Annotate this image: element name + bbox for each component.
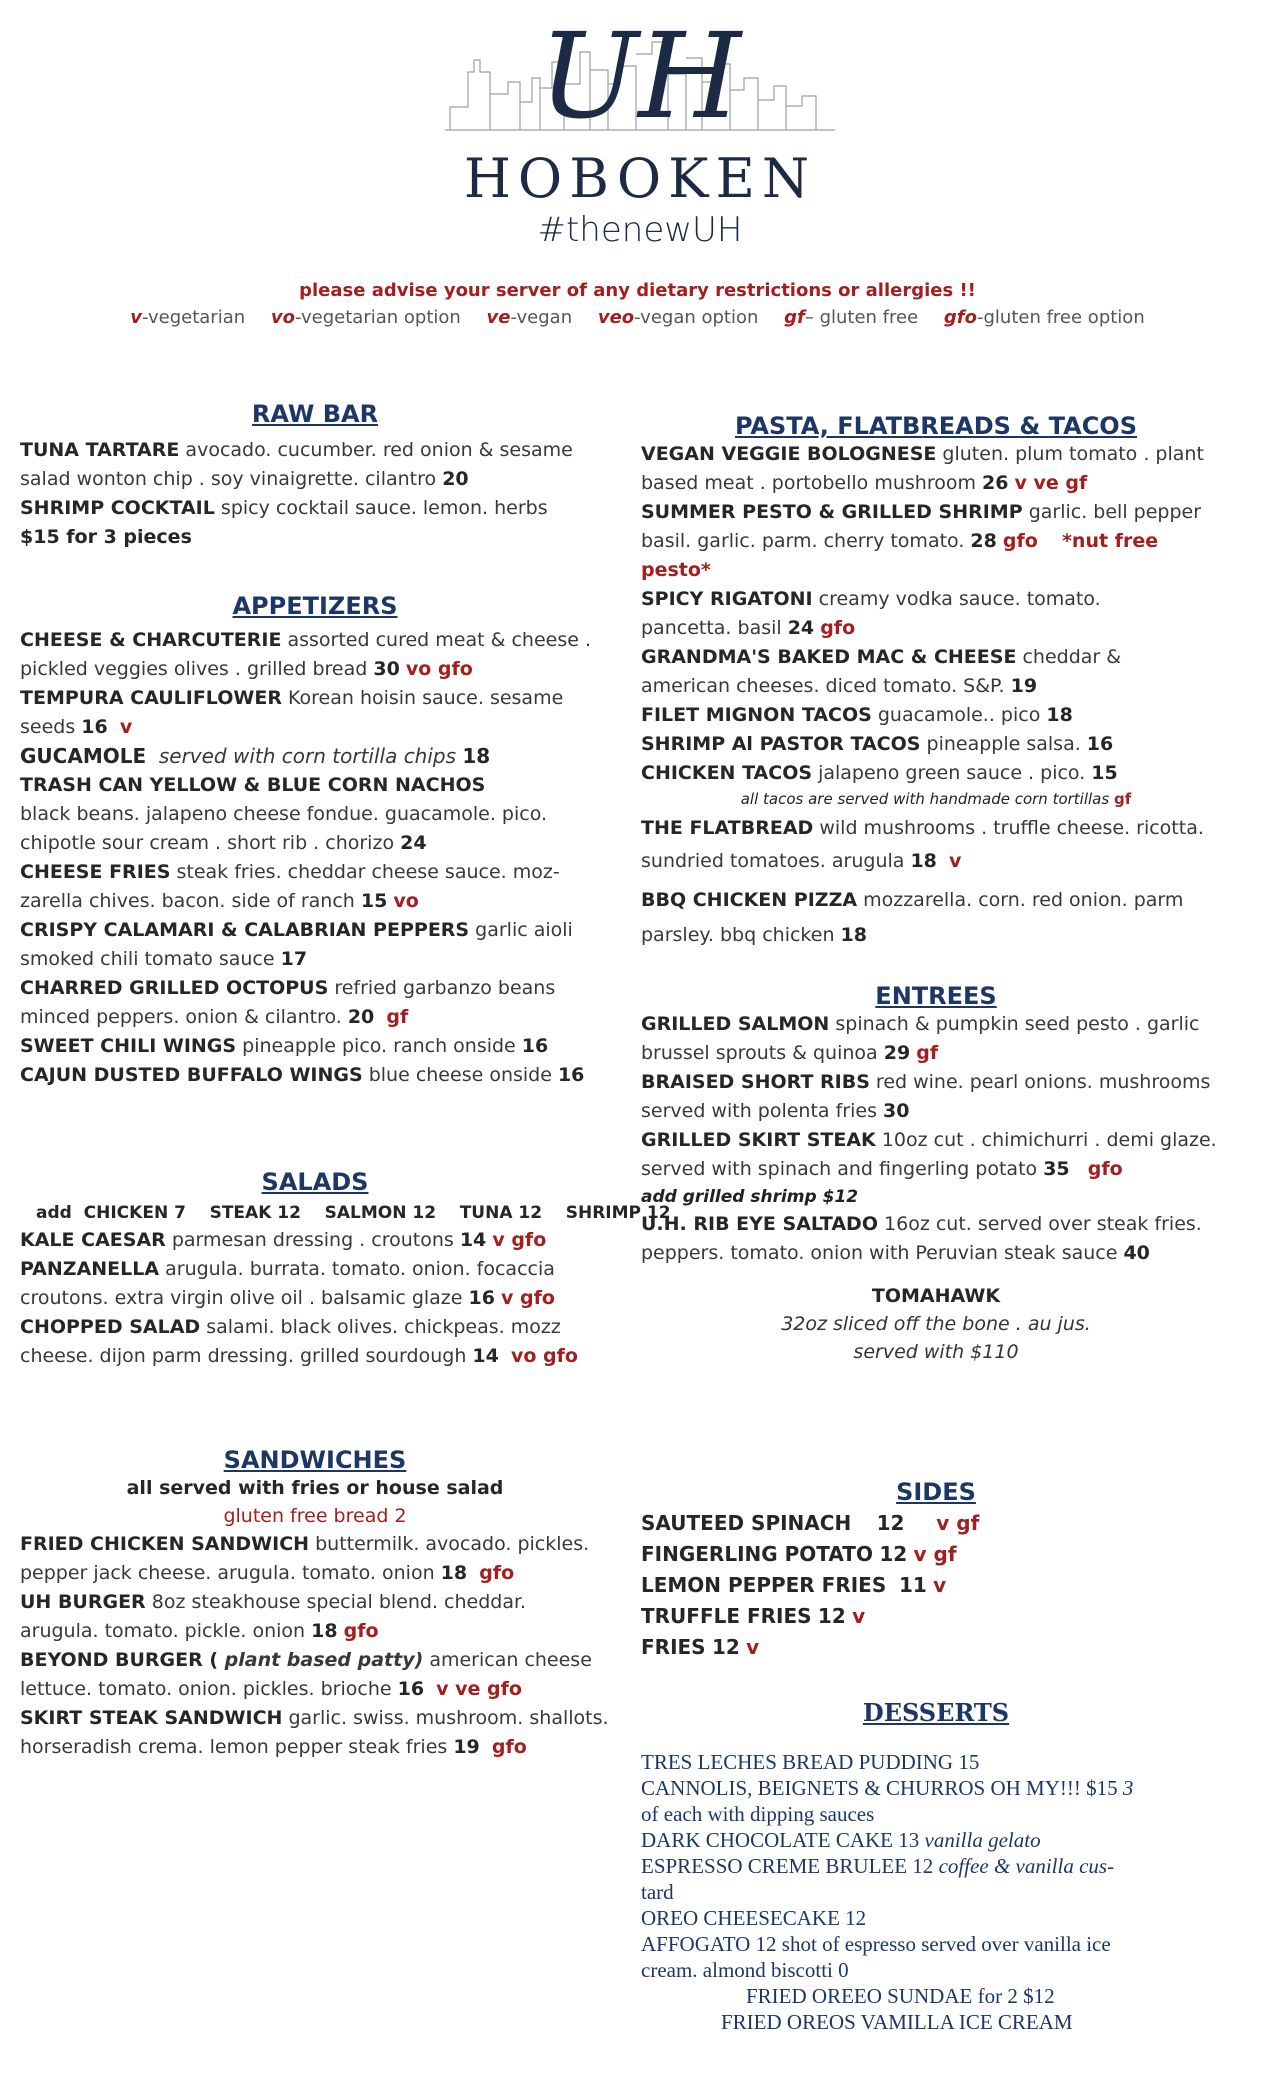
menu-item	[641, 759, 1231, 788]
item-price: 16	[81, 716, 108, 738]
item-desc: salad wonton chip . soy vinaigrette. cilantro	[20, 468, 443, 490]
menu-item-cont	[20, 523, 610, 552]
item-desc: horseradish crema. lemon pepper steak fries	[20, 1736, 454, 1758]
item-price: 16	[397, 1678, 425, 1700]
item-price: 40	[1123, 1242, 1150, 1264]
item-desc: Korean hoisin sauce. sesame	[281, 687, 564, 709]
item-tags: gf	[386, 1006, 409, 1028]
item-tags: v	[119, 716, 133, 738]
menu-item	[641, 1570, 1231, 1601]
item-name: CAJUN DUSTED BUFFALO WINGS	[20, 1064, 363, 1086]
item-name: GUCAMOLE	[20, 744, 147, 768]
item-name: SUMMER PESTO & GRILLED SHRIMP	[641, 501, 1023, 523]
item-tags: gfo	[343, 1620, 379, 1642]
legend-text: -vegetarian option	[295, 307, 461, 328]
item-price: 18	[1046, 704, 1073, 726]
item-desc: pancetta. basil	[641, 617, 788, 639]
tomahawk-name: TOMAHAWK	[871, 1285, 1001, 1307]
item-desc: spinach & pumpkin seed pesto . garlic	[829, 1013, 1200, 1035]
item-desc: smoked chili tomato sauce	[20, 948, 281, 970]
item-desc: avocado. cucumber. red onion & sesame	[179, 439, 573, 461]
dessert-line: tard	[641, 1880, 674, 1904]
item-desc: arugula. tomato. pickle. onion	[20, 1620, 312, 1642]
menu-item-cont	[641, 672, 1231, 701]
entrees-section	[641, 982, 1231, 1366]
menu-item-cont	[20, 1617, 610, 1646]
item-desc: cheese. dijon parm dressing. grilled sourdough	[20, 1345, 473, 1367]
item-price: 20	[442, 468, 469, 490]
item-tags: v gfo	[492, 1229, 547, 1251]
menu-item	[20, 684, 610, 713]
item-price: 35	[1043, 1158, 1070, 1180]
menu-item	[20, 1704, 610, 1733]
add-shrimp-note: add grilled shrimp $12	[641, 1187, 859, 1207]
item-tags: v	[933, 1573, 947, 1597]
item-desc: basil. garlic. parm. cherry tomato.	[641, 530, 971, 552]
menu-item	[641, 1601, 1231, 1632]
legend-key: gf	[784, 307, 805, 328]
item-name: GRANDMA'S BAKED MAC & CHEESE	[641, 646, 1017, 668]
item-desc: 16oz cut. served over steak fries.	[877, 1213, 1202, 1235]
legend-text: -vegan option	[634, 307, 759, 328]
item-desc: parsley. bbq chicken	[641, 924, 841, 946]
item-desc: red wine. pearl onions. mushrooms	[869, 1071, 1211, 1093]
menu-item-cont	[641, 921, 1231, 950]
menu-item-cont	[20, 829, 610, 858]
item-desc: garlic. bell pepper	[1022, 501, 1202, 523]
item-name: KALE CAESAR	[20, 1229, 166, 1251]
item-desc: based meat . portobello mushroom	[641, 472, 983, 494]
item-price: 14	[459, 1229, 487, 1251]
menu-item-cont	[20, 887, 610, 916]
item-price: 28	[970, 530, 997, 552]
item-name: TUNA TARTARE	[20, 439, 180, 461]
item-tags: gfo	[820, 617, 856, 639]
menu-item-cont	[641, 1039, 1231, 1068]
menu-item-cont	[20, 655, 610, 684]
item-desc: spicy cocktail sauce. lemon. herbs	[214, 497, 548, 519]
item-name: BRAISED SHORT RIBS	[641, 1071, 870, 1093]
item-name: LEMON PEPPER FRIES	[641, 1573, 887, 1597]
item-price: 12	[711, 1635, 740, 1659]
item-desc: pineapple pico. ranch onside	[236, 1035, 522, 1057]
menu-item	[641, 1126, 1231, 1155]
brand-tagline: #thenewUH	[537, 210, 743, 250]
item-desc: lettuce. tomato. onion. pickles. brioche	[20, 1678, 398, 1700]
item-tags: vo gfo	[510, 1345, 578, 1367]
logo-letters: UH	[538, 12, 742, 145]
item-desc: jalapeno green sauce . pico.	[812, 762, 1092, 784]
item-tags: vo	[393, 890, 419, 912]
dessert-line: FRIED OREEO SUNDAE for 2 $12	[746, 1984, 1055, 2008]
menu-item	[641, 1539, 1231, 1570]
menu-item-cont	[20, 1284, 610, 1313]
item-desc: salami. black olives. chickpeas. mozz	[200, 1316, 561, 1338]
item-price: 12	[817, 1604, 846, 1628]
item-name: SWEET CHILI WINGS	[20, 1035, 237, 1057]
item-desc: american cheese	[423, 1649, 592, 1671]
brand-name: HOBOKEN	[463, 147, 817, 210]
item-desc: arugula. burrata. tomato. onion. focaccia	[159, 1258, 555, 1280]
item-tags: v gf	[936, 1511, 980, 1535]
menu-item	[20, 771, 610, 800]
menu-item	[641, 701, 1231, 730]
item-name: CRISPY CALAMARI & CALABRIAN PEPPERS	[20, 919, 470, 941]
menu-item	[20, 1588, 610, 1617]
item-name: BBQ CHICKEN PIZZA	[641, 889, 858, 911]
appetizers-section	[20, 592, 610, 1090]
dessert-line	[641, 1775, 1231, 1801]
item-tags: v	[746, 1635, 760, 1659]
tacos-note-text: all tacos are served with handmade corn tortillas	[740, 790, 1110, 808]
legend-text: -vegan	[510, 307, 573, 328]
sandwich-note: all served with fries or house salad	[126, 1477, 504, 1499]
item-name: FRIED CHICKEN SANDWICH	[20, 1533, 310, 1555]
item-desc: 8oz steakhouse special blend. cheddar.	[145, 1591, 527, 1613]
pasta-section	[641, 412, 1231, 950]
menu-item-cont	[641, 469, 1231, 498]
item-tags: gfo	[1087, 1158, 1123, 1180]
dessert-text: DARK CHOCOLATE CAKE 13	[641, 1828, 925, 1852]
item-desc: wild mushrooms . truffle cheese. ricotta.	[813, 817, 1204, 839]
item-desc: cheddar &	[1016, 646, 1122, 668]
item-price: 18	[440, 1562, 468, 1584]
menu-item	[641, 643, 1231, 672]
item-desc: peppers. tomato. onion with Peruvian steak sauce	[641, 1242, 1124, 1264]
item-name: CHEESE & CHARCUTERIE	[20, 629, 282, 651]
item-name: GRILLED SALMON	[641, 1013, 830, 1035]
item-name: PANZANELLA	[20, 1258, 160, 1280]
item-desc: mozzarella. corn. red onion. parm	[857, 889, 1184, 911]
dessert-line: TRES LECHES BREAD PUDDING 15	[641, 1750, 980, 1774]
menu-item	[20, 1530, 610, 1559]
dessert-text: ESPRESSO CREME BRULEE 12	[641, 1854, 939, 1878]
menu-item-cont	[641, 1155, 1231, 1184]
item-price: $15 for 3 pieces	[20, 526, 192, 548]
item-name: SHRIMP COCKTAIL	[20, 497, 215, 519]
item-name: U.H. RIB EYE SALTADO	[641, 1213, 878, 1235]
item-desc: steak fries. cheddar cheese sauce. moz-	[170, 861, 560, 883]
menu-item	[641, 886, 1231, 915]
item-price: 16	[521, 1035, 549, 1057]
dessert-line: cream. almond biscotti 0	[641, 1958, 849, 1982]
item-desc: buttermilk. avocado. pickles.	[309, 1533, 590, 1555]
menu-item-cont	[20, 1559, 610, 1588]
skyline-logo-icon	[440, 12, 840, 152]
item-price: 15	[360, 890, 388, 912]
raw-bar-title: RAW BAR	[251, 400, 379, 428]
item-price: 16	[557, 1064, 585, 1086]
pasta-title: PASTA, FLATBREADS & TACOS	[735, 412, 1137, 440]
item-desc: assorted cured meat & cheese .	[281, 629, 591, 651]
tomahawk-price: served with $110	[853, 1341, 1019, 1363]
item-tags: gfo	[1002, 530, 1038, 552]
item-desc: chipotle sour cream . short rib . chorizo	[20, 832, 401, 854]
menu-item	[20, 1061, 610, 1090]
item-tags: v	[852, 1604, 866, 1628]
menu-item-cont	[20, 1733, 610, 1762]
legend-text: – gluten free	[804, 307, 919, 328]
item-desc: refried garbanzo beans	[328, 977, 556, 999]
legend-text: -gluten free option	[977, 307, 1145, 328]
menu-item-cont	[20, 465, 610, 494]
item-price: 16	[468, 1287, 495, 1309]
item-name: SHRIMP Al PASTOR TACOS	[641, 733, 921, 755]
appetizers-title: APPETIZERS	[232, 592, 398, 620]
item-price: 19	[453, 1736, 480, 1758]
item-desc: brussel sprouts & quinoa	[641, 1042, 884, 1064]
menu-item-cont	[641, 1239, 1231, 1268]
item-name: SAUTEED SPINACH	[641, 1511, 852, 1535]
dessert-note: vanilla gelato	[924, 1828, 1041, 1852]
menu-item	[20, 1646, 610, 1675]
menu-item	[20, 916, 610, 945]
menu-item-cont	[20, 713, 610, 742]
menu-item	[641, 1632, 1231, 1663]
item-desc: zarella chives. bacon. side of ranch	[20, 890, 361, 912]
menu-item	[20, 1255, 610, 1284]
item-price: 24	[400, 832, 427, 854]
menu-item	[641, 585, 1231, 614]
item-price: 17	[280, 948, 308, 970]
menu-item-cont	[641, 614, 1231, 643]
item-name: CHARRED GRILLED OCTOPUS	[20, 977, 329, 999]
item-name: TEMPURA CAULIFLOWER	[20, 687, 282, 709]
menu-item-cont	[641, 847, 1231, 876]
item-tags: v gf	[913, 1542, 957, 1566]
legend-key: ve	[486, 307, 511, 328]
item-tags: gfo	[479, 1562, 515, 1584]
menu-item-cont	[20, 1675, 610, 1704]
item-desc: minced peppers. onion & cilantro.	[20, 1006, 348, 1028]
desserts-title: DESSERTS	[862, 1698, 1010, 1727]
item-desc: parmesan dressing . croutons	[165, 1229, 460, 1251]
item-price: 30	[373, 658, 400, 680]
item-desc: served with corn tortilla chips	[158, 744, 457, 768]
entrees-title: ENTREES	[875, 982, 997, 1010]
item-name: UH BURGER	[20, 1591, 146, 1613]
item-tags: gf	[916, 1042, 939, 1064]
item-tags: v ve gf	[1014, 472, 1088, 494]
sandwiches-title: SANDWICHES	[223, 1446, 407, 1474]
item-desc: garlic. swiss. mushroom. shallots.	[282, 1707, 609, 1729]
item-desc: guacamole.. pico	[871, 704, 1047, 726]
item-desc: creamy vodka sauce. tomato.	[812, 588, 1101, 610]
menu-item	[20, 974, 610, 1003]
raw-bar-section	[20, 400, 610, 552]
item-name: FRIES	[641, 1635, 706, 1659]
salads-title: SALADS	[261, 1168, 369, 1196]
menu-item	[641, 440, 1231, 469]
item-price: 24	[787, 617, 815, 639]
menu-item	[20, 494, 610, 523]
item-desc: blue cheese onside	[362, 1064, 558, 1086]
item-price: 18	[311, 1620, 338, 1642]
item-name: VEGAN VEGGIE BOLOGNESE	[641, 443, 937, 465]
menu-item	[641, 1010, 1231, 1039]
item-desc: plant based patty)	[218, 1649, 424, 1671]
dessert-note: coffee & vanilla cus-	[938, 1854, 1115, 1878]
menu-item	[20, 436, 610, 465]
item-desc: pepper jack cheese. arugula. tomato. onion	[20, 1562, 441, 1584]
menu-item	[641, 1508, 1231, 1539]
item-price: 12	[879, 1542, 908, 1566]
item-tags: v ve gfo	[436, 1678, 522, 1700]
menu-item	[20, 858, 610, 887]
item-price: 12	[876, 1511, 905, 1535]
desserts-section	[641, 1698, 1231, 2035]
item-note: *nut free pesto*	[641, 530, 1159, 581]
item-price: 14	[472, 1345, 499, 1367]
item-desc: black beans. jalapeno cheese fondue. guacamole. pico.	[20, 803, 548, 825]
tacos-note	[641, 788, 1231, 810]
sides-section	[641, 1478, 1231, 1663]
menu-item	[641, 1068, 1231, 1097]
menu-item-cont	[20, 945, 610, 974]
item-name: FILET MIGNON TACOS	[641, 704, 872, 726]
item-desc: seeds	[20, 716, 82, 738]
item-desc: served with polenta fries	[641, 1100, 884, 1122]
menu-item-cont	[20, 1342, 610, 1371]
item-price: 26	[982, 472, 1009, 494]
item-price: 19	[1010, 675, 1038, 697]
menu-item	[641, 730, 1231, 759]
menu-item	[20, 1313, 610, 1342]
dessert-text: CANNOLIS, BEIGNETS & CHURROS OH MY!!! $15	[641, 1776, 1123, 1800]
menu-item	[20, 626, 610, 655]
item-tags: vo gfo	[405, 658, 473, 680]
item-desc: sundried tomatoes. arugula	[641, 850, 911, 872]
item-name: GRILLED SKIRT STEAK	[641, 1129, 876, 1151]
item-name: FINGERLING POTATO	[641, 1542, 873, 1566]
item-name: CHEESE FRIES	[20, 861, 171, 883]
dessert-line: of each with dipping sauces	[641, 1802, 875, 1826]
salads-section	[20, 1168, 671, 1371]
item-price: 16	[1086, 733, 1114, 755]
item-name: THE FLATBREAD	[641, 817, 814, 839]
item-name: TRASH CAN YELLOW & BLUE CORN NACHOS	[20, 774, 486, 796]
logo	[440, 12, 840, 262]
menu-item	[20, 1032, 610, 1061]
menu-item-cont	[20, 1003, 610, 1032]
menu-item-cont	[641, 527, 1231, 585]
dessert-line: FRIED OREOS VAMILLA ICE CREAM	[721, 2010, 1073, 2034]
item-desc: 10oz cut . chimichurri . demi glaze.	[875, 1129, 1217, 1151]
dessert-line: OREO CHEESECAKE 12	[641, 1906, 867, 1930]
legend-text: -vegetarian	[141, 307, 246, 328]
legend-key: veo	[597, 307, 635, 328]
item-name: TRUFFLE FRIES	[641, 1604, 812, 1628]
item-price: 18	[910, 850, 937, 872]
dessert-line	[641, 1853, 1231, 1879]
gluten-free-bread: gluten free bread 2	[223, 1505, 407, 1527]
item-price: 11	[898, 1573, 927, 1597]
item-tags: v gfo	[501, 1287, 555, 1309]
item-name: SKIRT STEAK SANDWICH	[20, 1707, 283, 1729]
item-desc: pineapple salsa.	[920, 733, 1087, 755]
legend-key: v	[130, 307, 142, 328]
sandwiches-section	[20, 1446, 610, 1762]
sides-title: SIDES	[896, 1478, 976, 1506]
item-name: CHOPPED SALAD	[20, 1316, 201, 1338]
menu-item	[641, 498, 1231, 527]
menu-item	[641, 1210, 1231, 1239]
dietary-legend	[0, 307, 1275, 328]
item-price: 15	[1091, 762, 1118, 784]
tacos-note-tag: gf	[1113, 790, 1132, 808]
item-price: 18	[462, 744, 491, 768]
item-desc: croutons. extra virgin olive oil . balsamic glaze	[20, 1287, 469, 1309]
menu-item-cont	[641, 1097, 1231, 1126]
item-price: 29	[883, 1042, 911, 1064]
item-price: 18	[840, 924, 867, 946]
item-name: SPICY RIGATONI	[641, 588, 813, 610]
item-desc: american cheeses. diced tomato. S&P.	[641, 675, 1011, 697]
item-name: CHICKEN TACOS	[641, 762, 813, 784]
menu-item	[20, 742, 610, 771]
legend-key: vo	[270, 307, 295, 328]
salad-add-ons: add CHICKEN 7 STEAK 12 SALMON 12 TUNA 12 SHRIMP 12	[36, 1203, 671, 1223]
item-desc: gluten. plum tomato . plant	[936, 443, 1204, 465]
allergy-note: please advise your server of any dietary restrictions or allergies !!	[299, 280, 976, 301]
menu-item	[20, 1226, 610, 1255]
menu-item	[641, 814, 1231, 843]
item-tags: v	[949, 850, 962, 872]
dessert-line	[641, 1827, 1231, 1853]
tomahawk-desc: 32oz sliced off the bone . au jus.	[781, 1313, 1091, 1335]
item-tags: gfo	[491, 1736, 527, 1758]
menu-item-cont	[20, 800, 610, 829]
item-price: 30	[883, 1100, 910, 1122]
item-name: BEYOND BURGER (	[20, 1649, 219, 1671]
item-desc: pickled veggies olives . grilled bread	[20, 658, 374, 680]
dessert-note: 3	[1122, 1776, 1134, 1800]
dessert-line: AFFOGATO 12 shot of espresso served over vanilla ice	[641, 1932, 1111, 1956]
item-desc: garlic aioli	[469, 919, 573, 941]
legend-key: gfo	[943, 307, 977, 328]
item-price: 20	[347, 1006, 375, 1028]
item-desc: served with spinach and fingerling potato	[641, 1158, 1044, 1180]
